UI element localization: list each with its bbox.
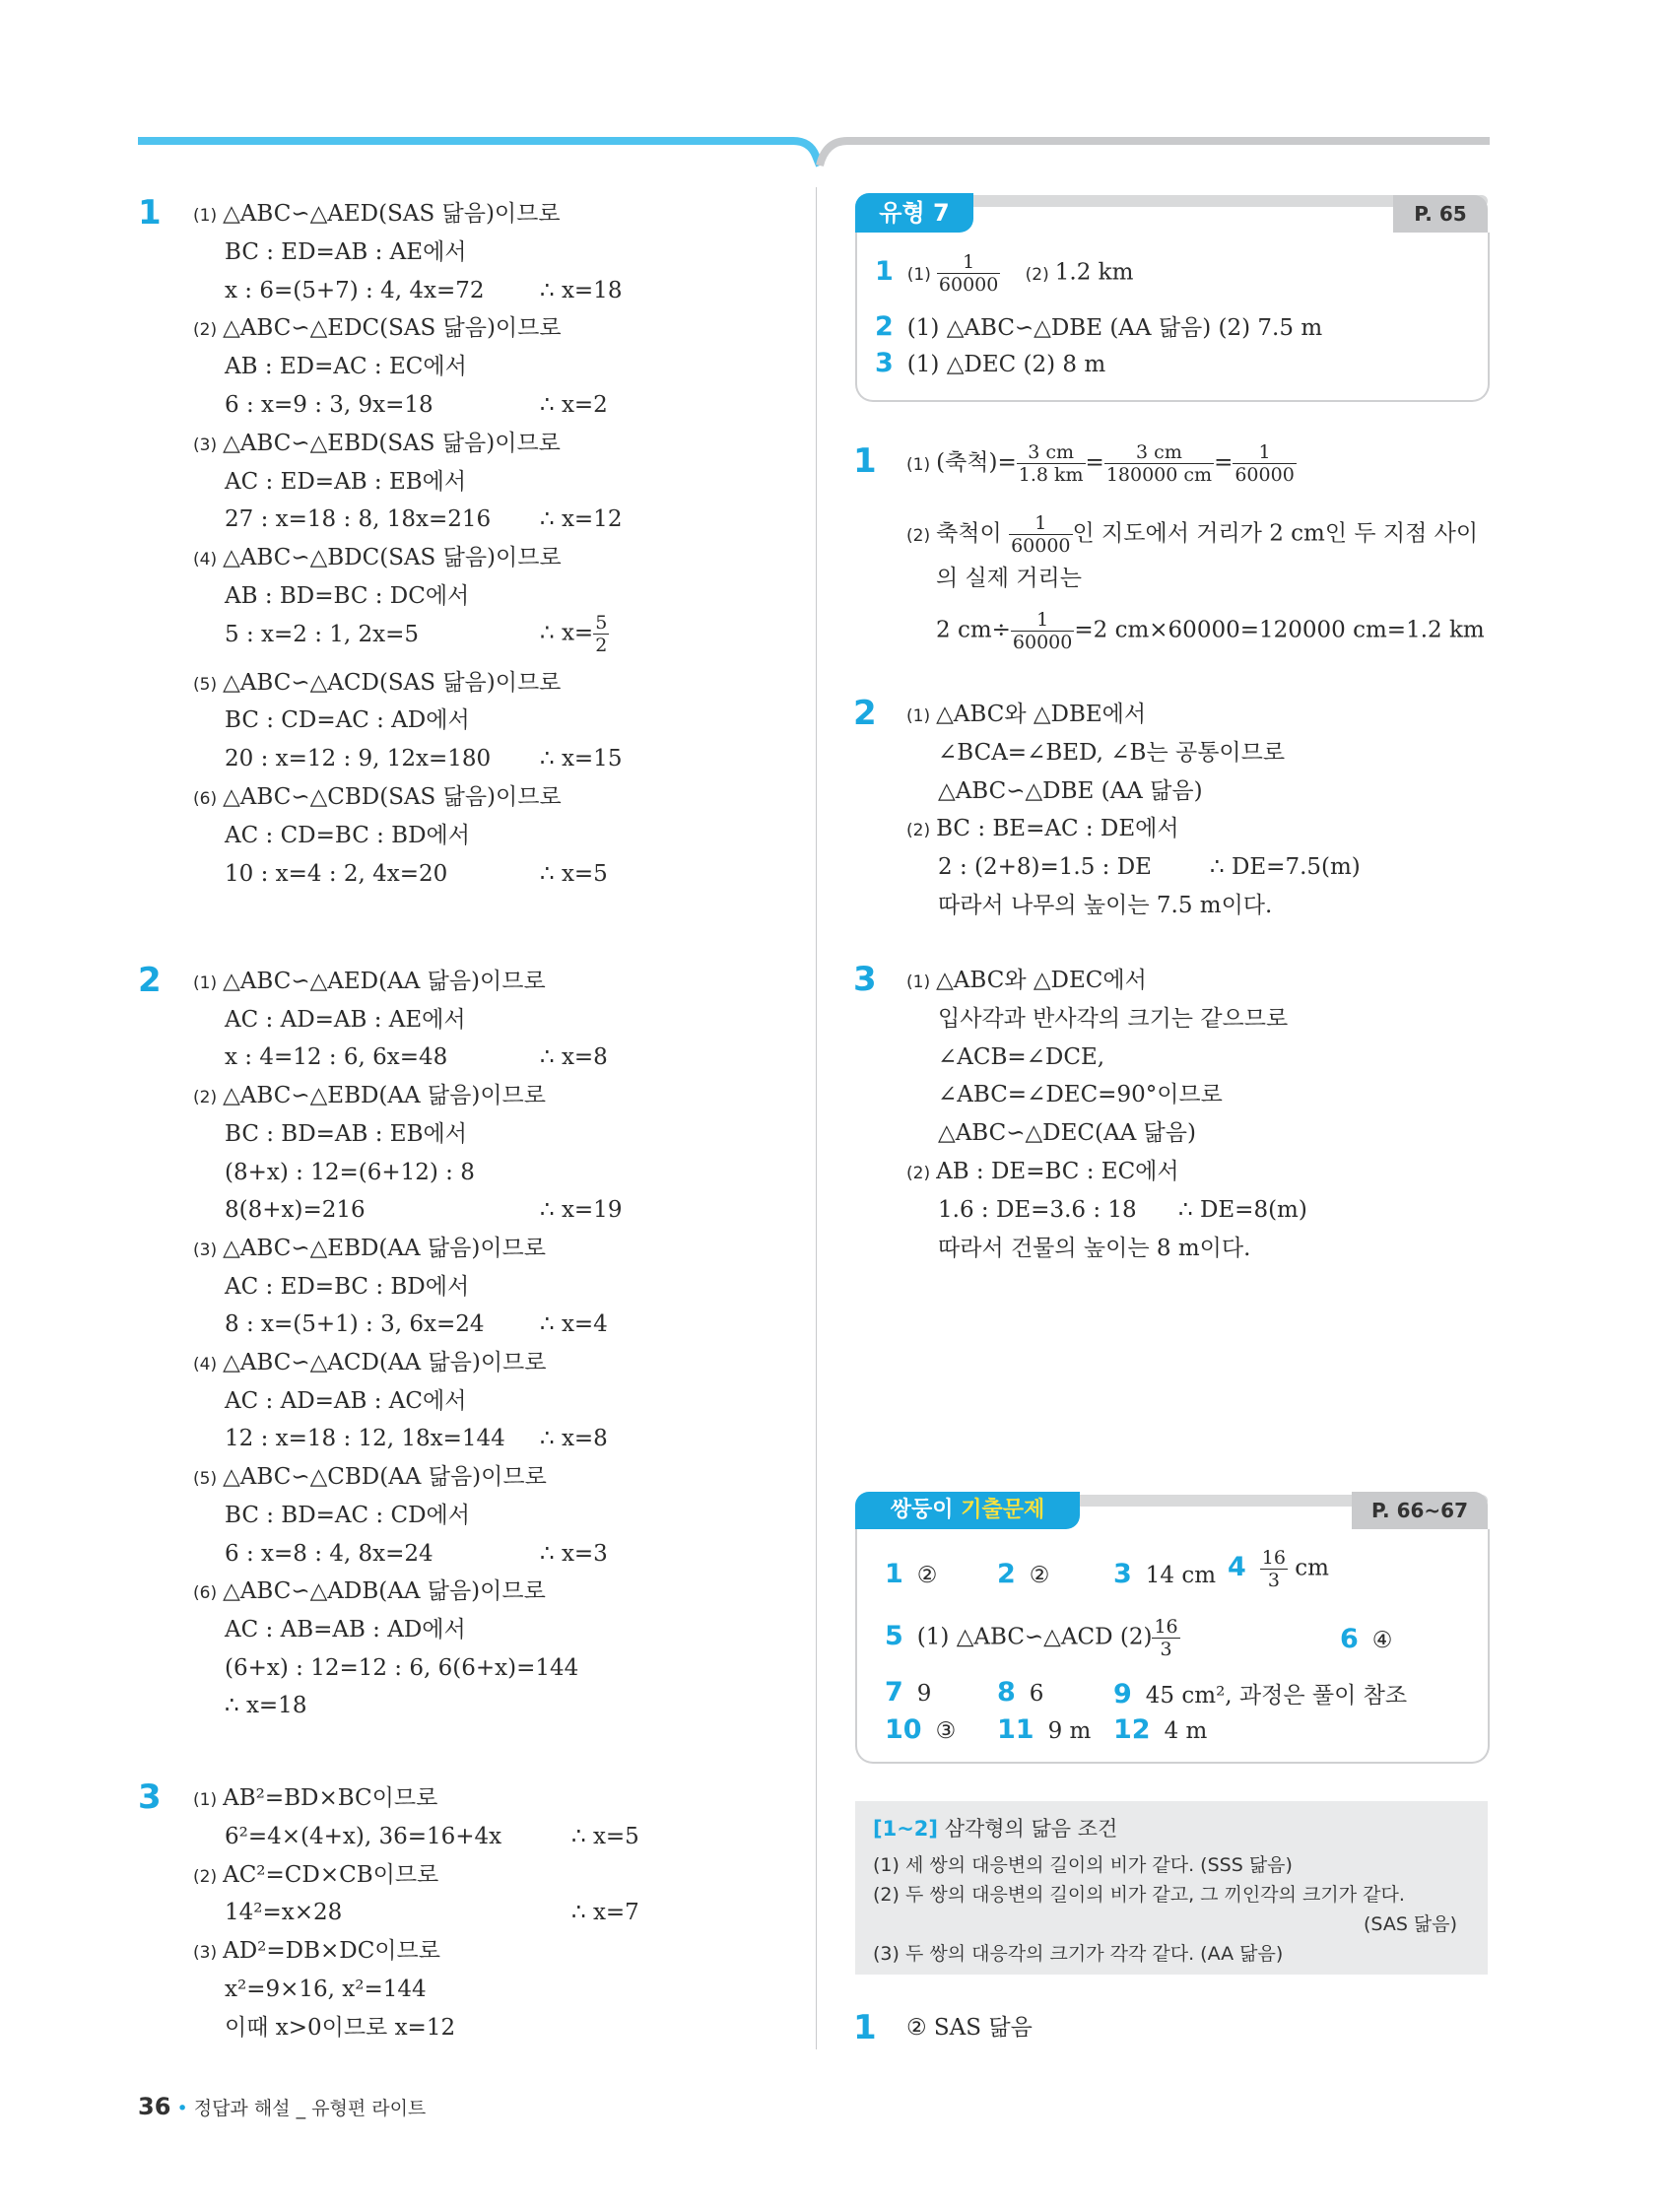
q2-line-3: x : 4=12 : 6, 6x=48 [225, 1044, 448, 1071]
header-bar [0, 0, 1668, 177]
sol2-line-4: (2) BC : BE=AC : DE에서 [906, 816, 1179, 842]
footer-text: 정답과 해설 _ 유형편 라이트 [193, 2098, 427, 2119]
sol3-line-3: ∠ACB=∠DCE, [938, 1043, 1105, 1070]
q2-line-6: (8+x) : 12=(6+12) : 8 [225, 1159, 475, 1185]
q1-line-14: BC : CD=AC : AD에서 [225, 707, 470, 734]
q1-line-12: 5 : x=2 : 1, 2x=5 [225, 621, 420, 647]
footer-bullet: • [176, 2098, 188, 2119]
q3-line-3: (2) AC²=CD×CB이므로 [193, 1861, 439, 1888]
sol3-number: 3 [853, 960, 877, 999]
q3-line-6: x²=9×16, x²=144 [225, 1977, 427, 2002]
q3-line-1: (1) AB²=BD×BC이므로 [193, 1785, 438, 1811]
q1-line-18: 10 : x=4 : 2, 4x=20 [225, 860, 448, 887]
q2-result-13: ∴ x=8 [540, 1426, 608, 1452]
q1-result-18: ∴ x=5 [540, 860, 608, 887]
q2-line-1: (1) △ABC∽△AED(AA 닮음)이므로 [193, 969, 546, 994]
q2-result-10: ∴ x=4 [540, 1311, 608, 1338]
q2-line-16: 6 : x=8 : 4, 8x=24 [225, 1540, 434, 1567]
type7-answer-2: 2 (1) △ABC∽△DBE (AA 닮음) (2) 7.5 m [875, 311, 1323, 342]
sol2-line-3: △ABC∽△DBE (AA 닮음) [938, 777, 1203, 804]
twins-answer-9: 9 45 cm², 과정은 풀이 참조 [1113, 1679, 1408, 1709]
twins-answer-7: 7 9 [885, 1677, 932, 1708]
twins-answer-11: 11 9 m [997, 1714, 1092, 1745]
q2-line-13: 12 : x=18 : 12, 18x=144 [225, 1426, 505, 1452]
q1-line-1: (1) △ABC∽△AED(SAS 닮음)이므로 [193, 201, 561, 227]
q3-line-5: (3) AD²=DB×DC이므로 [193, 1938, 440, 1965]
q1-line-7: (3) △ABC∽△EBD(SAS 닮음)이므로 [193, 430, 561, 456]
q1-line-8: AC : ED=AB : EB에서 [225, 468, 467, 495]
note-title: [1~2] 삼각형의 닮음 조건 [873, 1817, 1118, 1841]
twins-answer-3: 3 14 cm [1113, 1559, 1217, 1589]
sol2-line-1: (1) △ABC와 △DBE에서 [906, 702, 1147, 727]
sol1-number: 1 [853, 441, 877, 481]
sol3-line-5: △ABC∽△DEC(AA 닮음) [938, 1120, 1196, 1147]
q2-line-20: ∴ x=18 [225, 1693, 307, 1719]
q2-line-19: (6+x) : 12=12 : 6, 6(6+x)=144 [225, 1654, 579, 1681]
sol1-line-4: 2 cm÷ $\frac{1}{60000}$ =2 cm×60000=120000 cm=1.2 km [936, 609, 1485, 653]
sol2-line-6: 따라서 나무의 높이는 7.5 m이다. [938, 893, 1273, 918]
q3-line-4: 14²=x×28 [225, 1900, 343, 1926]
type7-tag: 유형 7 [855, 193, 973, 233]
q1-line-2: BC : ED=AB : AE에서 [225, 238, 467, 265]
sol2-number: 2 [853, 694, 877, 733]
q1-result-12: ∴ x= $\frac{5}{2}$ [540, 611, 608, 656]
sol3-line-7: 1.6 : DE=3.6 : 18 [938, 1196, 1137, 1223]
q1-line-6: 6 : x=9 : 3, 9x=18 [225, 392, 434, 418]
sol2-result-5: ∴ DE=7.5(m) [1210, 854, 1361, 881]
twins-answer-8: 8 6 [997, 1677, 1044, 1708]
sol1-line-1: (1) (축척)= $\frac{3 cm}{1.8 km}$ = $\frac{3 cm}{180000 cm}$ = $\frac{1}{60000}$ [906, 441, 1295, 486]
sol3-line-2: 입사각과 반사각의 크기는 같으므로 [938, 1005, 1289, 1032]
q1-result-3: ∴ x=18 [540, 277, 623, 303]
q2-line-12: AC : AD=AB : AC에서 [225, 1387, 467, 1414]
q2-line-15: BC : BD=AC : CD에서 [225, 1502, 470, 1528]
last-answer: ② SAS 닮음 [906, 2015, 1033, 2041]
sol3-line-1: (1) △ABC와 △DEC에서 [906, 968, 1147, 993]
q1-line-17: AC : CD=BC : BD에서 [225, 822, 470, 848]
q2-line-14: (5) △ABC∽△CBD(AA 닮음)이므로 [193, 1464, 547, 1491]
q2-number: 2 [138, 961, 162, 1000]
sol1-line-3: 의 실제 거리는 [936, 566, 1082, 591]
type7-answer-3: 3 (1) △DEC (2) 8 m [875, 348, 1106, 378]
q1-line-15: 20 : x=12 : 9, 12x=180 [225, 746, 492, 772]
sol1-line-2: (2) 축척이 $\frac{1}{60000}$ 인 지도에서 거리가 2 cm인 두 지점 사이 [906, 512, 1479, 557]
q1-number: 1 [138, 193, 162, 233]
q1-line-10: (4) △ABC∽△BDC(SAS 닮음)이므로 [193, 545, 562, 571]
twins-answer-4: 4 $\frac{16}{3}$ cm [1228, 1547, 1329, 1591]
sol2-line-5: 2 : (2+8)=1.5 : DE [938, 854, 1152, 881]
q2-result-16: ∴ x=3 [540, 1540, 608, 1567]
footer [138, 2093, 426, 2120]
page-number: 36 [138, 2093, 171, 2120]
note-line-2b: (SAS 닮음) [1364, 1913, 1458, 1935]
q1-line-16: (6) △ABC∽△CBD(SAS 닮음)이므로 [193, 784, 562, 810]
column-divider [816, 187, 817, 2049]
q2-line-10: 8 : x=(5+1) : 3, 6x=24 [225, 1311, 485, 1338]
type7-page: P. 65 [1393, 195, 1488, 233]
q1-line-5: AB : ED=AC : EC에서 [225, 354, 467, 380]
twins-answer-5: 5 (1) △ABC∽△ACD (2) $\frac{16}{3}$ [885, 1616, 1178, 1660]
q2-line-2: AC : AD=AB : AE에서 [225, 1006, 466, 1033]
q2-line-8: (3) △ABC∽△EBD(AA 닮음)이므로 [193, 1235, 546, 1261]
note-line-3: (3) 두 쌍의 대응각의 크기가 각각 같다. (AA 닮음) [873, 1943, 1284, 1965]
q1-line-11: AB : BD=BC : DC에서 [225, 583, 470, 609]
q3-result-2: ∴ x=5 [571, 1823, 639, 1849]
q1-result-9: ∴ x=12 [540, 506, 623, 533]
sol3-line-4: ∠ABC=∠DEC=90°이므로 [938, 1082, 1223, 1108]
q3-line-7: 이때 x>0이므로 x=12 [225, 2014, 456, 2041]
q1-line-4: (2) △ABC∽△EDC(SAS 닮음)이므로 [193, 315, 562, 342]
q1-result-6: ∴ x=2 [540, 392, 608, 418]
q2-line-17: (6) △ABC∽△ADB(AA 닮음)이므로 [193, 1578, 546, 1605]
q2-line-9: AC : ED=BC : BD에서 [225, 1273, 470, 1300]
q2-result-7: ∴ x=19 [540, 1197, 623, 1224]
q1-line-13: (5) △ABC∽△ACD(SAS 닮음)이므로 [193, 669, 562, 696]
q2-result-3: ∴ x=8 [540, 1044, 608, 1071]
twins-answer-1: 1 ② [885, 1559, 938, 1589]
q1-line-9: 27 : x=18 : 8, 18x=216 [225, 506, 492, 533]
q3-result-4: ∴ x=7 [571, 1900, 639, 1926]
twins-answer-6: 6 ④ [1340, 1624, 1393, 1654]
last-number: 1 [853, 2008, 877, 2047]
twins-answer-12: 12 4 m [1113, 1714, 1208, 1745]
q3-number: 3 [138, 1777, 162, 1817]
q2-line-18: AC : AB=AB : AD에서 [225, 1616, 466, 1642]
q2-line-4: (2) △ABC∽△EBD(AA 닮음)이므로 [193, 1083, 546, 1109]
twins-answer-2: 2 ② [997, 1559, 1050, 1589]
q2-line-5: BC : BD=AB : EB에서 [225, 1120, 467, 1147]
q2-line-7: 8(8+x)=216 [225, 1197, 366, 1224]
note-line-1: (1) 세 쌍의 대응변의 길이의 비가 같다. (SSS 닮음) [873, 1854, 1293, 1876]
twins-page: P. 66~67 [1352, 1492, 1488, 1529]
sol2-line-2: ∠BCA=∠BED, ∠B는 공통이므로 [938, 739, 1286, 766]
sol3-line-8: 따라서 건물의 높이는 8 m이다. [938, 1235, 1251, 1261]
q3-line-2: 6²=4×(4+x), 36=16+4x [225, 1823, 502, 1849]
q1-line-3: x : 6=(5+7) : 4, 4x=72 [225, 277, 485, 303]
q1-result-15: ∴ x=15 [540, 746, 623, 772]
q2-line-11: (4) △ABC∽△ACD(AA 닮음)이므로 [193, 1350, 547, 1375]
note-line-2: (2) 두 쌍의 대응변의 길이의 비가 같고, 그 끼인각의 크기가 같다. [873, 1884, 1405, 1906]
twins-answer-10: 10 ③ [885, 1714, 957, 1745]
sol3-line-6: (2) AB : DE=BC : EC에서 [906, 1159, 1179, 1184]
twins-tag: 쌍둥이 기출문제 [855, 1492, 1080, 1529]
type7-answer-1: 1 (1) $\frac{1}{60000}$ (2) 1.2 km [875, 251, 1134, 296]
sol3-result-7: ∴ DE=8(m) [1178, 1196, 1307, 1223]
